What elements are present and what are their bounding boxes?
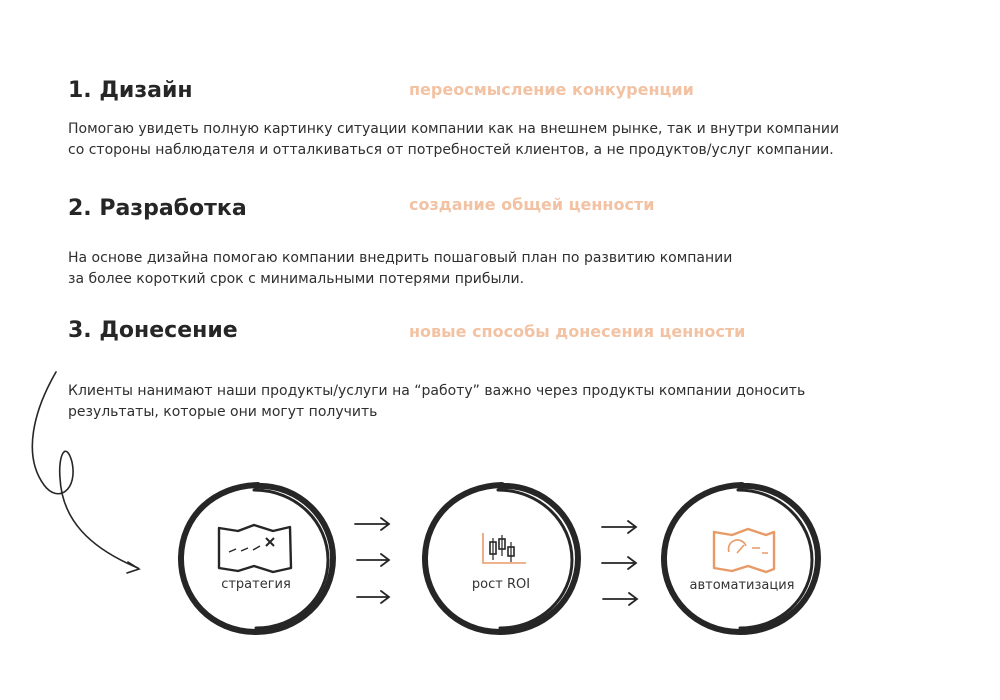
section-tag-design: переосмысление конкуренции bbox=[409, 80, 694, 99]
circle-label-strategy: стратегия bbox=[221, 577, 291, 592]
circle-roi bbox=[425, 485, 578, 632]
description-line: На основе дизайна помогаю компании внедрить пошаговый план по развитию компании bbox=[68, 250, 733, 266]
circle-automation bbox=[664, 485, 818, 632]
description-line: за более короткий срок с минимальными потерями прибыли. bbox=[68, 271, 525, 287]
arrow-right-icon bbox=[355, 518, 389, 530]
candlestick-chart-icon bbox=[483, 533, 526, 563]
circle-strategy bbox=[181, 485, 333, 632]
description-line: Клиенты нанимают наши продукты/услуги на “работу” важно через продукты компании доносить bbox=[68, 383, 806, 399]
arrow-right-icon bbox=[357, 554, 389, 566]
arrow-right-icon bbox=[357, 591, 389, 603]
description-line: Помогаю увидеть полную картинку ситуации компании как на внешнем рынке, так и внутри компании bbox=[68, 121, 840, 137]
description-line: результаты, которые они могут получить bbox=[68, 404, 378, 420]
arrow-right-icon bbox=[602, 521, 636, 533]
description-line: со стороны наблюдателя и отталкиваться от потребностей клиентов, а не продуктов/услуг компании. bbox=[68, 142, 834, 158]
section-heading-development: 2. Разработка bbox=[68, 196, 247, 221]
section-tag-delivery: новые способы донесения ценности bbox=[409, 322, 746, 341]
section-heading-design: 1. Дизайн bbox=[68, 78, 193, 103]
section-tag-development: создание общей ценности bbox=[409, 195, 655, 214]
arrow-right-icon bbox=[603, 593, 637, 605]
map-icon bbox=[219, 525, 291, 572]
section-heading-delivery: 3. Донесение bbox=[68, 318, 238, 343]
arrow-right-icon bbox=[602, 557, 636, 569]
curly-arrow-icon bbox=[32, 372, 139, 573]
arrows-group-1 bbox=[355, 518, 389, 603]
arrows-group-2 bbox=[602, 521, 637, 605]
gauge-map-icon bbox=[714, 529, 774, 572]
circle-label-automation: автоматизация bbox=[689, 578, 795, 593]
circle-label-roi: рост ROI bbox=[471, 577, 531, 592]
